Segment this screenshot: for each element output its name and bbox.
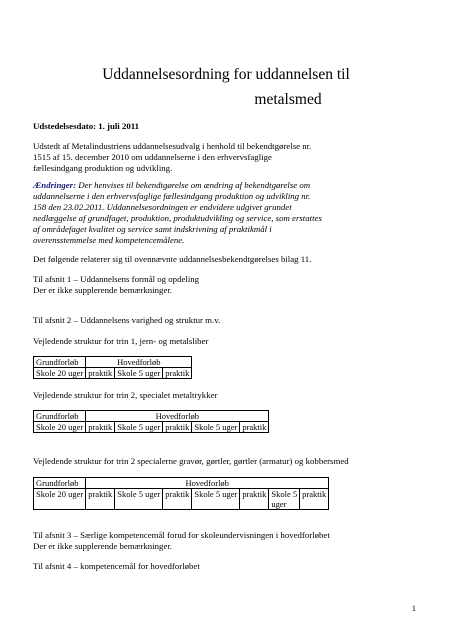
issue-date: Udstedelsesdato: 1. juli 2011 bbox=[33, 121, 140, 131]
table-cell: Skole 20 uger bbox=[34, 489, 86, 510]
changes-line: overensstemmelse med kompetencemålene. bbox=[33, 235, 185, 245]
issued-by-paragraph bbox=[33, 141, 421, 174]
structure-3-heading: Vejledende struktur for trin 2 specialerne gravør, gørtler, gørtler (armatur) og kobbersmed bbox=[33, 456, 349, 466]
structure-3-table bbox=[33, 477, 329, 510]
hovedforloeb-header: Hovedforløb bbox=[86, 411, 269, 422]
section-1-note: Der er ikke supplerende bemærkninger. bbox=[33, 285, 172, 295]
hovedforloeb-header: Hovedforløb bbox=[86, 478, 329, 489]
table-cell: Skole 20 uger bbox=[34, 422, 86, 433]
issued-line: fællesindgang produktion og udvikling. bbox=[33, 163, 173, 173]
section-3 bbox=[33, 530, 421, 552]
grundforloeb-header: Grundforløb bbox=[34, 478, 86, 489]
table-cell: Skole 20 uger bbox=[34, 368, 86, 379]
document-title-line-2: metalsmed bbox=[254, 91, 322, 108]
table-cell: praktik bbox=[240, 489, 269, 510]
structure-1-heading: Vejledende struktur for trin 1, jern- og metalsliber bbox=[33, 336, 209, 346]
table-cell-line: Skole 5 bbox=[271, 489, 298, 499]
section-1-title: Til afsnit 1 – Uddannelsens formål og opdeling bbox=[33, 274, 200, 284]
page-number: 1 bbox=[411, 603, 416, 613]
structure-2-table bbox=[33, 410, 269, 433]
changes-line: uddannelserne i den erhvervsfaglige fællesindgang produktion og udvikling nr. bbox=[33, 191, 311, 201]
changes-paragraph bbox=[33, 180, 421, 246]
table-cell: praktik bbox=[86, 489, 115, 510]
grundforloeb-header: Grundforløb bbox=[34, 411, 86, 422]
table-cell: praktik bbox=[86, 368, 115, 379]
issued-line: Udstedt af Metalindustriens uddannelsesudvalg i henhold til bekendtgørelse nr. bbox=[33, 141, 312, 151]
changes-label: Ændringer: bbox=[33, 180, 77, 190]
table-cell: Skole 5 uger bbox=[115, 422, 163, 433]
table-cell: Skole 5 uger bbox=[115, 489, 163, 510]
document-title-line-1: Uddannelsesordning for uddannelsen til bbox=[102, 66, 350, 83]
grundforloeb-header: Grundforløb bbox=[34, 357, 86, 368]
table-cell: Skole 5 uger bbox=[192, 422, 240, 433]
changes-line: Der henvises til bekendtgørelse om ændring af bekendtgørelse om bbox=[76, 180, 311, 190]
table-cell: praktik bbox=[163, 422, 192, 433]
changes-line: nedlæggelse af grundfaget, produktion, produktudvikling og service, som erstattes bbox=[33, 213, 322, 223]
relates-paragraph: Det følgende relaterer sig til ovennævnte uddannelsesbekendtgørelses bilag 11. bbox=[33, 254, 312, 264]
table-cell bbox=[269, 489, 300, 510]
section-3-note: Der er ikke supplerende bemærkninger. bbox=[33, 541, 172, 551]
table-cell: praktik bbox=[163, 368, 192, 379]
changes-line: 158 den 23.02.2011. Uddannelsesordningen er endvidere udgivet grundet bbox=[33, 202, 292, 212]
table-cell: praktik bbox=[300, 489, 329, 510]
hovedforloeb-header: Hovedforløb bbox=[86, 357, 192, 368]
section-1 bbox=[33, 274, 421, 296]
structure-1-table bbox=[33, 356, 192, 379]
table-cell: praktik bbox=[163, 489, 192, 510]
section-3-title: Til afsnit 3 – Særlige kompetencemål forud for skoleundervisningen i hovedforløbet bbox=[33, 530, 330, 540]
table-cell: Skole 5 uger bbox=[115, 368, 163, 379]
table-cell: Skole 5 uger bbox=[192, 489, 240, 510]
changes-line: af områdefaget kvalitet og service samt indskrivning af praktikmål i bbox=[33, 224, 272, 234]
table-cell-line: uger bbox=[271, 499, 287, 509]
structure-2-heading: Vejledende struktur for trin 2, specialet metaltrykker bbox=[33, 390, 218, 400]
table-cell: praktik bbox=[86, 422, 115, 433]
table-cell: praktik bbox=[240, 422, 269, 433]
section-2-title: Til afsnit 2 – Uddannelsens varighed og struktur m.v. bbox=[33, 315, 221, 325]
section-4-title: Til afsnit 4 – kompetencemål for hovedforløbet bbox=[33, 561, 200, 571]
issued-line: 1515 af 15. december 2010 om uddannelserne i den erhvervsfaglige bbox=[33, 152, 272, 162]
